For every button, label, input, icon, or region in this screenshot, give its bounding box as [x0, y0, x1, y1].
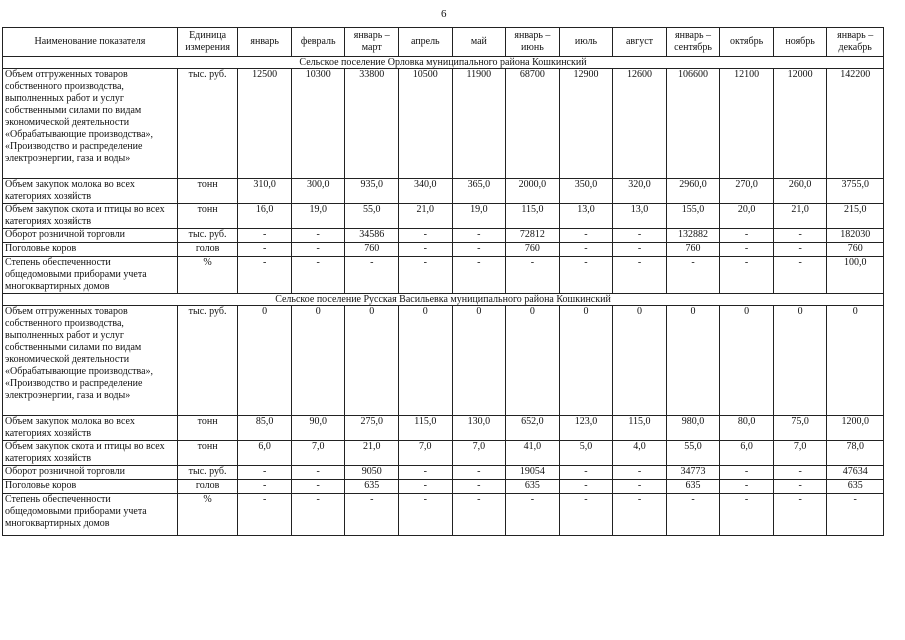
column-header: апрель [399, 28, 453, 57]
value-cell: - [291, 243, 345, 257]
value-cell: - [613, 480, 667, 494]
value-cell: 182030 [827, 229, 884, 243]
value-cell: 13,0 [613, 204, 667, 229]
value-cell: 980,0 [666, 416, 720, 441]
value-cell: 635 [506, 480, 560, 494]
value-cell: - [720, 480, 774, 494]
value-cell: 0 [291, 306, 345, 416]
value-cell: - [291, 257, 345, 294]
value-cell: 106600 [666, 69, 720, 179]
value-cell: 78,0 [827, 441, 884, 466]
column-header: январь – декабрь [827, 28, 884, 57]
value-cell: - [773, 480, 827, 494]
value-cell: 55,0 [666, 441, 720, 466]
unit-cell: % [177, 494, 238, 536]
value-cell: 85,0 [238, 416, 292, 441]
unit-cell: тонн [177, 441, 238, 466]
value-cell: - [452, 229, 506, 243]
value-cell: - [238, 243, 292, 257]
value-cell: 635 [666, 480, 720, 494]
value-cell: 0 [559, 306, 613, 416]
indicators-table [2, 27, 884, 536]
value-cell: 34773 [666, 466, 720, 480]
value-cell: 115,0 [613, 416, 667, 441]
unit-cell: тыс. руб. [177, 306, 238, 416]
column-header: июль [559, 28, 613, 57]
value-cell: - [613, 257, 667, 294]
value-cell: - [720, 243, 774, 257]
indicator-name: Объем закупок молока во всех категориях хозяйств [3, 416, 178, 441]
value-cell: - [506, 257, 560, 294]
column-header: январь – март [345, 28, 399, 57]
value-cell: 21,0 [345, 441, 399, 466]
value-cell: 6,0 [238, 441, 292, 466]
table-row [3, 243, 884, 257]
indicator-name: Оборот розничной торговли [3, 466, 178, 480]
value-cell: 0 [345, 306, 399, 416]
unit-cell: тонн [177, 416, 238, 441]
value-cell: - [773, 466, 827, 480]
indicator-name: Объем отгруженных товаров собственного производства, выполненных работ и услуг собственными силами по видам экономической деятельности «Обрабатывающие производства», «Производство и распределение электроэнергии, газа и воды» [3, 69, 178, 179]
value-cell: - [238, 480, 292, 494]
value-cell: 21,0 [773, 204, 827, 229]
value-cell: 0 [238, 306, 292, 416]
value-cell: 4,0 [613, 441, 667, 466]
value-cell: 300,0 [291, 179, 345, 204]
value-cell: - [399, 229, 453, 243]
unit-cell: % [177, 257, 238, 294]
value-cell: - [399, 257, 453, 294]
value-cell: 2000,0 [506, 179, 560, 204]
value-cell: 100,0 [827, 257, 884, 294]
value-cell: 5,0 [559, 441, 613, 466]
table-row [3, 179, 884, 204]
value-cell: 115,0 [506, 204, 560, 229]
value-cell: - [613, 243, 667, 257]
table-row [3, 204, 884, 229]
value-cell: 760 [827, 243, 884, 257]
value-cell: - [773, 494, 827, 536]
value-cell: 33800 [345, 69, 399, 179]
unit-cell: тыс. руб. [177, 229, 238, 243]
value-cell: - [559, 229, 613, 243]
value-cell: - [452, 466, 506, 480]
value-cell: 75,0 [773, 416, 827, 441]
value-cell: - [613, 466, 667, 480]
value-cell: 68700 [506, 69, 560, 179]
value-cell: 635 [345, 480, 399, 494]
value-cell: 12600 [613, 69, 667, 179]
value-cell: 0 [720, 306, 774, 416]
value-cell: - [238, 466, 292, 480]
unit-cell: тонн [177, 204, 238, 229]
value-cell: 80,0 [720, 416, 774, 441]
value-cell: 2960,0 [666, 179, 720, 204]
value-cell: 9050 [345, 466, 399, 480]
value-cell: - [666, 257, 720, 294]
value-cell: - [613, 229, 667, 243]
section-title: Сельское поселение Русская Васильевка муниципального района Кошкинский [3, 294, 884, 306]
value-cell: 260,0 [773, 179, 827, 204]
value-cell: 12500 [238, 69, 292, 179]
value-cell: 34586 [345, 229, 399, 243]
column-header: август [613, 28, 667, 57]
value-cell: - [238, 494, 292, 536]
table-row [3, 416, 884, 441]
value-cell: 0 [452, 306, 506, 416]
indicator-name: Степень обеспеченности общедомовыми приборами учета многоквартирных домов [3, 257, 178, 294]
indicator-name: Объем закупок молока во всех категориях хозяйств [3, 179, 178, 204]
value-cell: 320,0 [613, 179, 667, 204]
value-cell: 13,0 [559, 204, 613, 229]
value-cell: 6,0 [720, 441, 774, 466]
table-row [3, 441, 884, 466]
value-cell: - [452, 257, 506, 294]
value-cell: - [506, 494, 560, 536]
value-cell: - [238, 257, 292, 294]
value-cell: 115,0 [399, 416, 453, 441]
value-cell: 0 [506, 306, 560, 416]
value-cell: 142200 [827, 69, 884, 179]
value-cell: - [720, 466, 774, 480]
value-cell: 310,0 [238, 179, 292, 204]
value-cell: 7,0 [399, 441, 453, 466]
value-cell: 935,0 [345, 179, 399, 204]
section-header-row [3, 57, 884, 69]
value-cell: 270,0 [720, 179, 774, 204]
indicator-name: Степень обеспеченности общедомовыми приборами учета многоквартирных домов [3, 494, 178, 536]
unit-cell: тыс. руб. [177, 466, 238, 480]
table-row [3, 494, 884, 536]
column-header: январь – июнь [506, 28, 560, 57]
section-title: Сельское поселение Орловка муниципального района Кошкинский [3, 57, 884, 69]
table-row [3, 480, 884, 494]
value-cell: 3755,0 [827, 179, 884, 204]
value-cell: 7,0 [452, 441, 506, 466]
indicator-name: Объем закупок скота и птицы во всех категориях хозяйств [3, 441, 178, 466]
value-cell: 10300 [291, 69, 345, 179]
unit-cell: тыс. руб. [177, 69, 238, 179]
value-cell: 19,0 [452, 204, 506, 229]
value-cell: - [773, 229, 827, 243]
value-cell: - [399, 243, 453, 257]
value-cell: 635 [827, 480, 884, 494]
value-cell: - [559, 494, 613, 536]
indicator-name: Объем отгруженных товаров собственного производства, выполненных работ и услуг собственными силами по видам экономической деятельности «Обрабатывающие производства», «Производство и распределение электроэнергии, газа и воды» [3, 306, 178, 416]
column-header: Наименование показателя [3, 28, 178, 57]
header-row [3, 28, 884, 57]
value-cell: 0 [399, 306, 453, 416]
value-cell: - [452, 243, 506, 257]
value-cell: - [345, 257, 399, 294]
value-cell: 0 [827, 306, 884, 416]
value-cell: 7,0 [291, 441, 345, 466]
value-cell: - [291, 480, 345, 494]
value-cell: 21,0 [399, 204, 453, 229]
value-cell: 55,0 [345, 204, 399, 229]
unit-cell: голов [177, 480, 238, 494]
value-cell: 760 [345, 243, 399, 257]
value-cell: - [613, 494, 667, 536]
column-header: май [452, 28, 506, 57]
value-cell: 130,0 [452, 416, 506, 441]
value-cell: - [827, 494, 884, 536]
table-row [3, 306, 884, 416]
column-header: февраль [291, 28, 345, 57]
indicator-name: Поголовье коров [3, 480, 178, 494]
value-cell: - [559, 257, 613, 294]
table-row [3, 69, 884, 179]
column-header: октябрь [720, 28, 774, 57]
value-cell: 16,0 [238, 204, 292, 229]
table-row [3, 466, 884, 480]
value-cell: 90,0 [291, 416, 345, 441]
table-row [3, 257, 884, 294]
value-cell: 760 [506, 243, 560, 257]
table-row [3, 229, 884, 243]
indicator-name: Объем закупок скота и птицы во всех категориях хозяйств [3, 204, 178, 229]
unit-cell: голов [177, 243, 238, 257]
value-cell: - [666, 494, 720, 536]
value-cell: 132882 [666, 229, 720, 243]
column-header: Единица измерения [177, 28, 238, 57]
value-cell: - [399, 466, 453, 480]
value-cell: 1200,0 [827, 416, 884, 441]
unit-cell: тонн [177, 179, 238, 204]
value-cell: - [238, 229, 292, 243]
value-cell: 0 [666, 306, 720, 416]
value-cell: 12100 [720, 69, 774, 179]
value-cell: 350,0 [559, 179, 613, 204]
value-cell: 0 [613, 306, 667, 416]
value-cell: - [291, 229, 345, 243]
value-cell: 340,0 [399, 179, 453, 204]
value-cell: 20,0 [720, 204, 774, 229]
value-cell: 10500 [399, 69, 453, 179]
column-header: ноябрь [773, 28, 827, 57]
value-cell: 19,0 [291, 204, 345, 229]
value-cell: - [452, 480, 506, 494]
value-cell: - [559, 243, 613, 257]
value-cell: 47634 [827, 466, 884, 480]
value-cell: 12000 [773, 69, 827, 179]
value-cell: 123,0 [559, 416, 613, 441]
value-cell: 760 [666, 243, 720, 257]
value-cell: - [291, 466, 345, 480]
value-cell: 11900 [452, 69, 506, 179]
value-cell: 155,0 [666, 204, 720, 229]
value-cell: 652,0 [506, 416, 560, 441]
value-cell: 365,0 [452, 179, 506, 204]
value-cell: - [720, 257, 774, 294]
value-cell: - [773, 243, 827, 257]
value-cell: - [399, 494, 453, 536]
value-cell: - [345, 494, 399, 536]
value-cell: - [452, 494, 506, 536]
value-cell: 275,0 [345, 416, 399, 441]
indicator-name: Оборот розничной торговли [3, 229, 178, 243]
indicator-name: Поголовье коров [3, 243, 178, 257]
value-cell: 7,0 [773, 441, 827, 466]
value-cell: 19054 [506, 466, 560, 480]
value-cell: 72812 [506, 229, 560, 243]
page-number: 6 [441, 8, 447, 20]
value-cell: 215,0 [827, 204, 884, 229]
value-cell: - [559, 466, 613, 480]
value-cell: 41,0 [506, 441, 560, 466]
value-cell: 0 [773, 306, 827, 416]
section-header-row [3, 294, 884, 306]
value-cell: - [773, 257, 827, 294]
column-header: январь – сентябрь [666, 28, 720, 57]
column-header: январь [238, 28, 292, 57]
value-cell: - [720, 494, 774, 536]
value-cell: - [559, 480, 613, 494]
value-cell: - [291, 494, 345, 536]
value-cell: - [720, 229, 774, 243]
value-cell: - [399, 480, 453, 494]
value-cell: 12900 [559, 69, 613, 179]
